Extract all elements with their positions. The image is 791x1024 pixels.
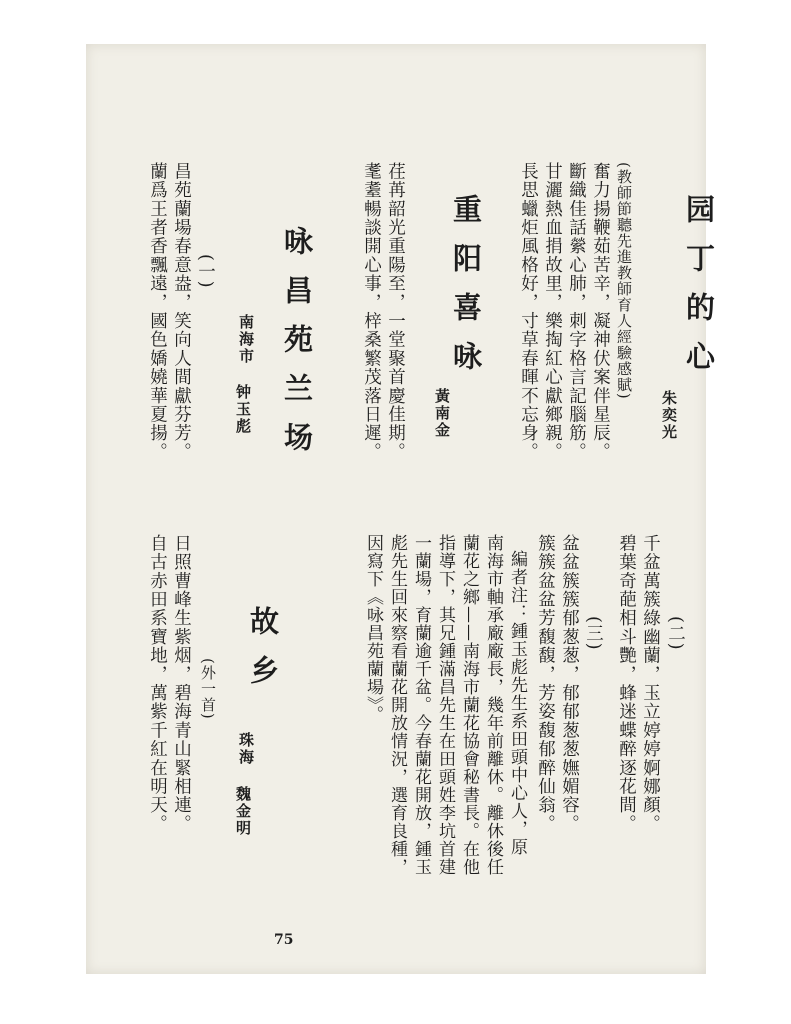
editor-note-line: 彪先生回來察看蘭花開放情況，選育良種， xyxy=(387,534,407,876)
poem-line: 盆盆簇簇郁葱葱，郁郁葱葱嫵媚容。 xyxy=(559,534,580,834)
poem-line: 碧葉奇葩相斗艷，蜂迷蝶醉逐花間。 xyxy=(616,534,637,834)
section-label: (三) xyxy=(583,616,604,651)
section-label: (一) xyxy=(195,254,216,289)
poem-line: 斷織佳話縈心肺，刺字格言記腦筋。 xyxy=(566,162,587,462)
poem-line: 奮力揚鞭茹苦辛，凝神伏案伴星辰。 xyxy=(590,162,611,462)
poem-line: 蘭爲王者香飄遠，國色嬌嬈華夏揚。 xyxy=(147,162,168,462)
section-label: (二) xyxy=(665,616,686,651)
editor-note-line: 南海市軸承廠廠長，幾年前離休。離休後任 xyxy=(483,534,503,876)
poem-author-chongyang: 黃南金 xyxy=(433,388,451,439)
poem-subtitle-hometown: (外一首) xyxy=(199,658,217,720)
poem-title-gardener: 园丁的心 xyxy=(682,194,716,390)
poem-line: 長思蠟炬風格好，寸草春暉不忘身。 xyxy=(518,162,539,462)
editor-note-line: 編者注：鍾玉彪先生系田頭中心人，原 xyxy=(507,550,527,856)
poem-author-orchid: 钟玉彪 xyxy=(234,384,252,435)
poem-place-orchid: 南海市 xyxy=(237,314,255,365)
poem-line: 耄耋暢談開心事，梓桑繁茂落日遲。 xyxy=(361,162,382,462)
poem-line: 自古赤田系寶地，萬紫千紅在明天。 xyxy=(147,534,168,834)
poem-line: 荏苒韶光重陽至，一堂聚首慶佳期。 xyxy=(385,162,406,462)
editor-note-line: 蘭花之鄉——南海市蘭花協會秘書長。在他 xyxy=(459,534,479,876)
poem-line: 甘灑熱血捐故里，樂掏紅心獻鄉親。 xyxy=(542,162,563,462)
page-number: 75 xyxy=(274,932,294,948)
poem-title-chongyang: 重阳喜咏 xyxy=(449,194,483,390)
poem-author-gardener: 朱奕光 xyxy=(660,390,678,441)
poem-title-hometown: 故乡 xyxy=(246,606,280,704)
editor-note-line: 一蘭場，育蘭逾千盆。今春蘭花開放，鍾玉 xyxy=(411,534,431,876)
poem-line: 千盆萬簇綠幽蘭，玉立婷婷婀娜顏。 xyxy=(640,534,661,834)
poem-line: 昌苑蘭場春意盎，笑向人間獻芬芳。 xyxy=(171,162,192,462)
book-page xyxy=(86,44,716,974)
poem-line: 簇簇盆盆芳馥馥，芳姿馥郁醉仙翁。 xyxy=(535,534,556,834)
poem-line: 日照曹峰生紫烟，碧海青山緊相連。 xyxy=(171,534,192,834)
poem-subtitle-gardener: (教師節聽先進教師育人經驗感賦) xyxy=(615,162,633,400)
poem-author-hometown: 魏金明 xyxy=(234,786,252,837)
poem-place-hometown: 珠海 xyxy=(237,732,255,766)
poem-title-orchid: 咏昌苑兰场 xyxy=(280,226,314,471)
editor-note-line: 因寫下《咏昌苑蘭場》。 xyxy=(363,534,383,724)
editor-note-line: 指導下，其兄鍾滿昌先生在田頭姓李坑首建 xyxy=(435,534,455,876)
